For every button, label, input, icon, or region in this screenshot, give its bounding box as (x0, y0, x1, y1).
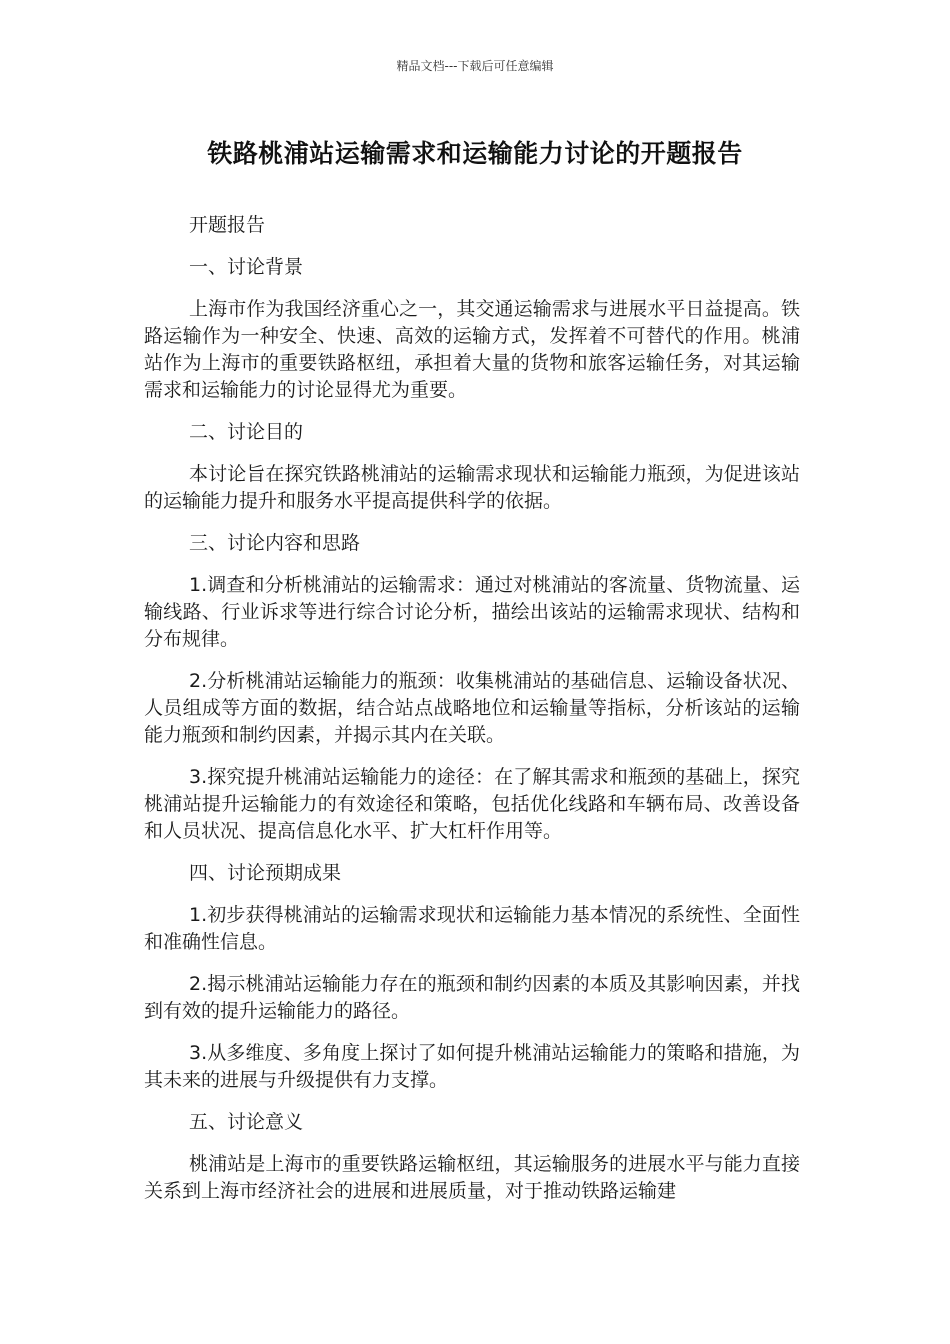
paragraph-outcomes-3: 3.从多维度、多角度上探讨了如何提升桃浦站运输能力的策略和措施，为其未来的进展与升级提供有力支撑。 (144, 1042, 800, 1091)
document-body (144, 212, 800, 1205)
section-heading-purpose: 二、讨论目的 (189, 421, 304, 443)
section-heading-background: 一、讨论背景 (189, 256, 304, 278)
document-title: 铁路桃浦站运输需求和运输能力讨论的开题报告 (207, 139, 743, 168)
section-heading-outcomes: 四、讨论预期成果 (189, 862, 342, 884)
paragraph-outcomes-1: 1.初步获得桃浦站的运输需求现状和运输能力基本情况的系统性、全面性和准确性信息。 (144, 904, 800, 953)
section-heading-content: 三、讨论内容和思路 (189, 532, 361, 554)
paragraph-outcomes-2: 2.揭示桃浦站运输能力存在的瓶颈和制约因素的本质及其影响因素，并找到有效的提升运输能力的路径。 (144, 973, 800, 1022)
section-heading-significance: 五、讨论意义 (189, 1111, 304, 1133)
paragraph-background: 上海市作为我国经济重心之一，其交通运输需求与进展水平日益提高。铁路运输作为一种安全、快速、高效的运输方式，发挥着不可替代的作用。桃浦站作为上海市的重要铁路枢纽，承担着大量的货物和旅客运输任务，对其运输需求和运输能力的讨论显得尤为重要。 (144, 298, 800, 401)
paragraph-significance: 桃浦站是上海市的重要铁路运输枢纽，其运输服务的进展水平与能力直接关系到上海市经济社会的进展和进展质量，对于推动铁路运输建 (144, 1153, 800, 1202)
paragraph-purpose: 本讨论旨在探究铁路桃浦站的运输需求现状和运输能力瓶颈，为促进该站的运输能力提升和服务水平提高提供科学的依据。 (144, 463, 800, 512)
paragraph-content-2: 2.分析桃浦站运输能力的瓶颈：收集桃浦站的基础信息、运输设备状况、人员组成等方面的数据，结合站点战略地位和运输量等指标，分析该站的运输能力瓶颈和制约因素，并揭示其内在关联。 (144, 670, 800, 746)
paragraph-content-1: 1.调查和分析桃浦站的运输需求：通过对桃浦站的客流量、货物流量、运输线路、行业诉求等进行综合讨论分析，描绘出该站的运输需求现状、结构和分布规律。 (144, 574, 800, 650)
page-header-note: 精品文档---下载后可任意编辑 (396, 59, 554, 73)
report-label: 开题报告 (189, 214, 266, 236)
paragraph-content-3: 3.探究提升桃浦站运输能力的途径：在了解其需求和瓶颈的基础上，探究桃浦站提升运输能力的有效途径和策略，包括优化线路和车辆布局、改善设备和人员状况、提高信息化水平、扩大杠杆作用等。 (144, 766, 800, 842)
